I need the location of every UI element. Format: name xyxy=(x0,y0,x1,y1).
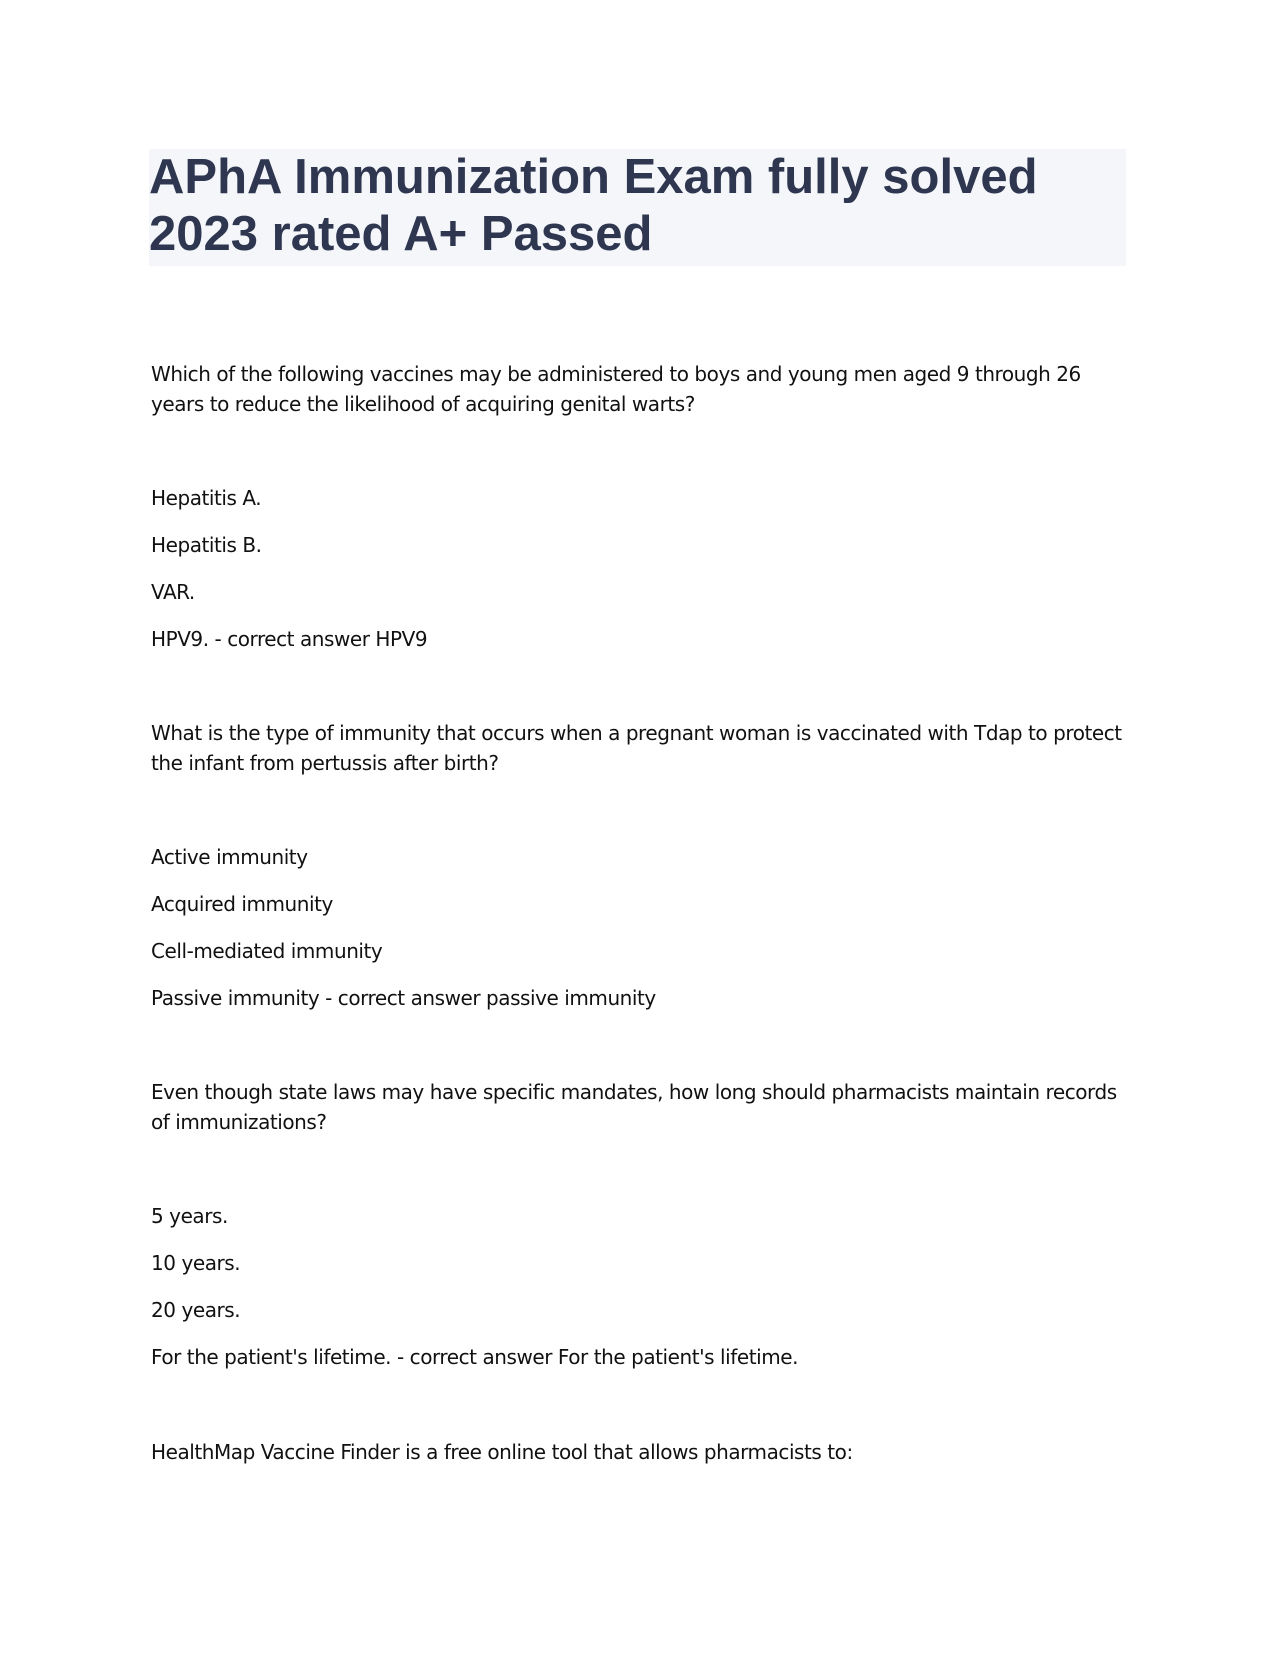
question-2: What is the type of immunity that occurs when a pregnant woman is vaccinated with Tdap to protect the infant from pertussis after birth? xyxy=(151,721,1122,775)
title-line-1: APhA Immunization Exam fully solved xyxy=(149,150,1038,204)
question-3-option-3: 20 years. xyxy=(151,1298,241,1322)
document-title xyxy=(149,149,1126,263)
question-1-option-1: Hepatitis A. xyxy=(151,486,262,510)
question-4: HealthMap Vaccine Finder is a free online tool that allows pharmacists to: xyxy=(151,1440,853,1464)
question-2-option-2: Acquired immunity xyxy=(151,892,333,916)
question-2-option-3: Cell-mediated immunity xyxy=(151,939,383,963)
question-3-option-1: 5 years. xyxy=(151,1204,228,1228)
question-1-option-2: Hepatitis B. xyxy=(151,533,262,557)
question-1: Which of the following vaccines may be administered to boys and young men aged 9 through 26 years to reduce the likelihood of acquiring genital warts? xyxy=(151,362,1081,416)
title-block xyxy=(149,149,1126,266)
question-3-option-4: For the patient's lifetime. - correct answer For the patient's lifetime. xyxy=(151,1345,798,1369)
question-3-option-2: 10 years. xyxy=(151,1251,241,1275)
question-2-option-4: Passive immunity - correct answer passive immunity xyxy=(151,986,656,1010)
question-1-option-3: VAR. xyxy=(151,580,195,604)
question-1-option-4: HPV9. - correct answer HPV9 xyxy=(151,627,428,651)
question-2-option-1: Active immunity xyxy=(151,845,308,869)
question-3: Even though state laws may have specific mandates, how long should pharmacists maintain records of immunizations? xyxy=(151,1080,1117,1134)
title-line-2: 2023 rated A+ Passed xyxy=(149,207,653,261)
